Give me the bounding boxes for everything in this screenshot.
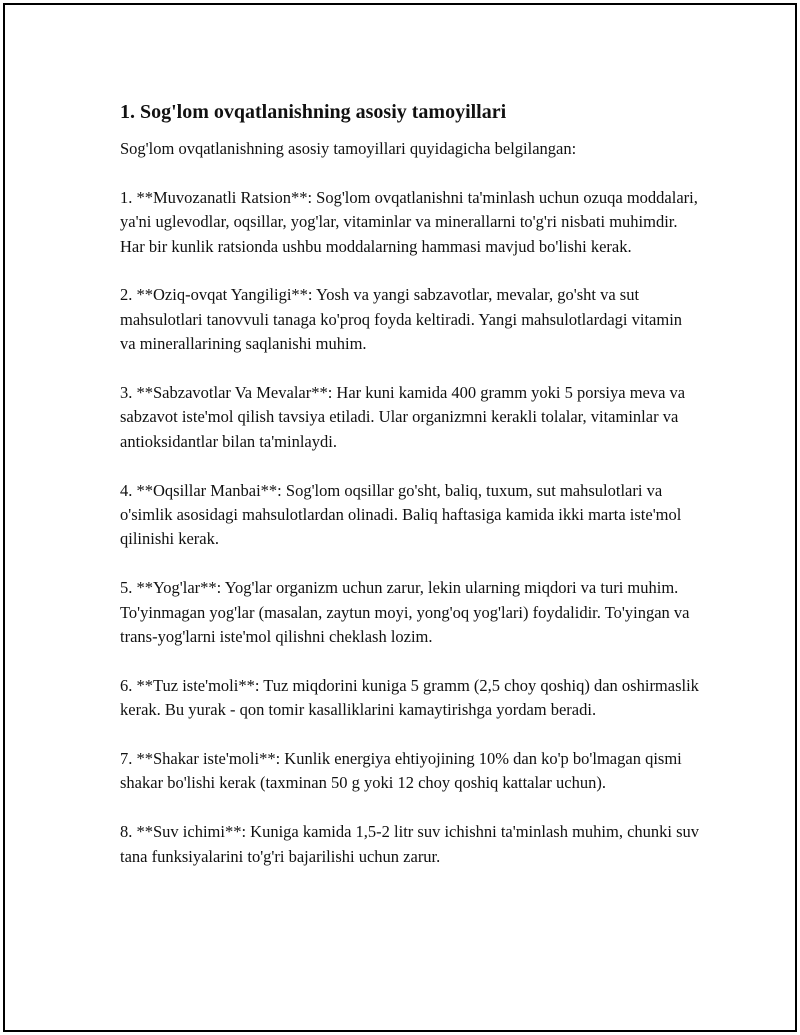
document-title: 1. Sog'lom ovqatlanishning asosiy tamoyillari xyxy=(120,101,507,123)
document-body xyxy=(120,99,700,893)
principle-item-5: 5. **Yog'lar**: Yog'lar organizm uchun zarur, lekin ularning miqdori va turi muhim. To'yinmagan yog'lar (masalan, zaytun moyi, yong'oq yog'lari) foydalidir. To'yingan va trans-yog'larni iste'mol qilishni cheklash lozim. xyxy=(120,578,690,647)
principle-item-6: 6. **Tuz iste'moli**: Tuz miqdorini kuniga 5 gramm (2,5 choy qoshiq) dan oshirmaslik kerak. Bu yurak - qon tomir kasalliklarini kamaytirishga yordam beradi. xyxy=(120,675,699,720)
principle-item-3: 3. **Sabzavotlar Va Mevalar**: Har kuni kamida 400 gramm yoki 5 porsiya meva va sabzavot iste'mol qilish tavsiya etiladi. Ular organizmni kerakli tolalar, vitaminlar va antioksidantlar bilan ta'minlaydi. xyxy=(120,383,686,451)
principle-item-4: 4. **Oqsillar Manbai**: Sog'lom oqsillar go'sht, baliq, tuxum, sut mahsulotlari va o'simlik asosidagi mahsulotlardan olinadi. Baliq haftasiga kamida ikki marta iste'mol qilinishi kerak. xyxy=(120,480,682,549)
principle-item-7: 7. **Shakar iste'moli**: Kunlik energiya ehtiyojining 10% dan ko'p bo'lmagan qismi shakar bo'lishi kerak (taxminan 50 g yoki 12 choy qoshiq kattalar uchun). xyxy=(120,749,682,793)
page-frame xyxy=(3,3,797,1032)
principle-item-2: 2. **Oziq-ovqat Yangiligi**: Yosh va yangi sabzavotlar, mevalar, go'sht va sut mahsulotlari tanovvuli tanaga ko'proq foyda keltiradi. Yangi mahsulotlardagi vitamin va minerallarining saqlanishi muhim. xyxy=(120,285,683,354)
principle-item-8: 8. **Suv ichimi**: Kuniga kamida 1,5-2 litr suv ichishni ta'minlash muhim, chunki suv tana funksiyalarini to'g'ri bajarilishi uchun zarur. xyxy=(120,822,700,866)
intro-paragraph: Sog'lom ovqatlanishning asosiy tamoyillari quyidagicha belgilangan: xyxy=(120,139,577,158)
principle-item-1: 1. **Muvozanatli Ratsion**: Sog'lom ovqatlanishni ta'minlash uchun ozuqa moddalari, ya'ni uglevodlar, oqsillar, yog'lar, vitaminlar va minerallarni to'g'ri nisbati muhimdir. Har bir kunlik ratsionda ushbu moddalarning hammasi mavjud bo'lishi kerak. xyxy=(120,187,698,256)
